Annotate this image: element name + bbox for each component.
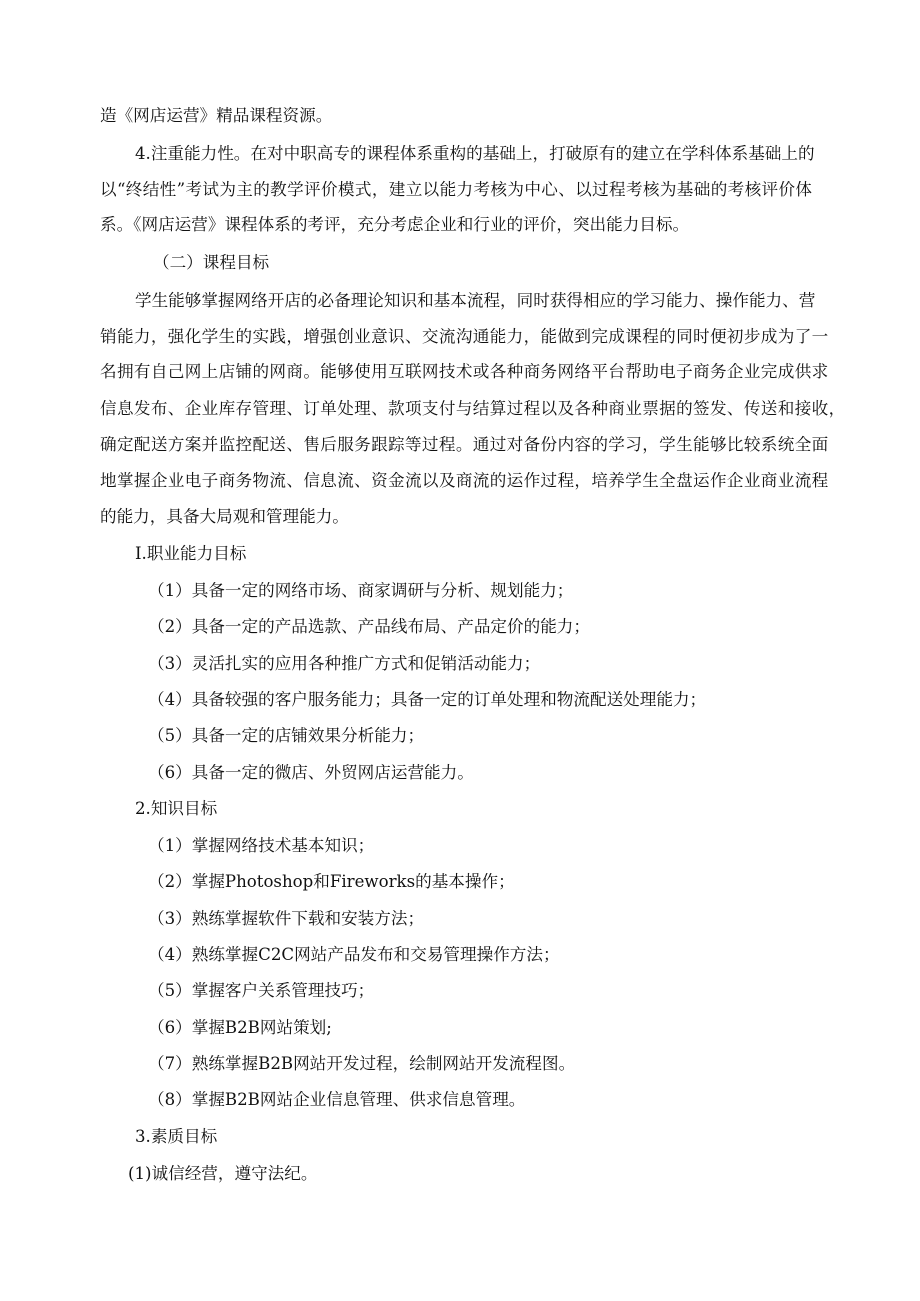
- paragraph-continuation: 造《网店运营》精品课程资源。: [100, 106, 333, 125]
- knowledge-item: （4）熟练掌握C2C网站产品发布和交易管理操作方法；: [148, 945, 560, 964]
- vocational-item: （5）具备一定的店铺效果分析能力；: [148, 726, 425, 745]
- vocational-item: （3）灵活扎实的应用各种推广方式和促销活动能力；: [148, 654, 541, 673]
- goal-paragraph-line: 的能力，具备大局观和管理能力。: [100, 507, 349, 526]
- goal-paragraph-line: 确定配送方案并监控配送、售后服务跟踪等过程。通过对备份内容的学习，学生能够比较系统全面: [100, 435, 829, 454]
- goal-paragraph-line: 信息发布、企业库存管理、订单处理、款项支付与结算过程以及各种商业票据的签发、传送和接收，: [100, 399, 846, 418]
- knowledge-item: （3）熟练掌握软件下载和安装方法；: [148, 909, 425, 928]
- knowledge-item: （8）掌握B2B网站企业信息管理、供求信息管理。: [148, 1090, 526, 1109]
- goal-paragraph-line: 学生能够掌握网络开店的必备理论知识和基本流程，同时获得相应的学习能力、操作能力、营: [135, 291, 816, 310]
- knowledge-heading: 2.知识目标: [135, 799, 218, 818]
- goal-paragraph-line: 销能力，强化学生的实践，增强创业意识、交流沟通能力，能做到完成课程的同时便初步成为了一: [100, 327, 829, 346]
- vocational-heading: I.职业能力目标: [135, 544, 247, 563]
- vocational-item: （2）具备一定的产品选款、产品线布局、产品定价的能力；: [148, 617, 590, 636]
- knowledge-item: （2）掌握Photoshop和Fireworks的基本操作；: [148, 872, 515, 891]
- goal-paragraph-line: 名拥有自己网上店铺的网商。能够使用互联网技术或各种商务网络平台帮助电子商务企业完成供求: [100, 362, 829, 381]
- knowledge-item: （1）掌握网络技术基本知识；: [148, 836, 375, 855]
- knowledge-item: （7）熟练掌握B2B网站开发过程，绘制网站开发流程图。: [148, 1054, 576, 1073]
- knowledge-item: （5）掌握客户关系管理技巧；: [148, 981, 375, 1000]
- section-heading: （二）课程目标: [153, 253, 270, 272]
- point-4-line-1: 4.注重能力性。在对中职高专的课程体系重构的基础上，打破原有的建立在学科体系基础上的: [135, 144, 815, 163]
- goal-paragraph-line: 地掌握企业电子商务物流、信息流、资金流以及商流的运作过程，培养学生全盘运作企业商业流程: [100, 471, 829, 490]
- vocational-item: （1）具备一定的网络市场、商家调研与分析、规划能力；: [148, 581, 574, 600]
- quality-heading: 3.素质目标: [135, 1127, 218, 1146]
- point-4-line-2: 以“终结性”考试为主的教学评价模式，建立以能力考核为中心、以过程考核为基础的考核评价体: [100, 180, 813, 199]
- quality-item: (1)诚信经营，遵守法纪。: [128, 1164, 318, 1183]
- vocational-item: （6）具备一定的微店、外贸网店运营能力。: [148, 763, 474, 782]
- vocational-item: （4）具备较强的客户服务能力；具备一定的订单处理和物流配送处理能力；: [148, 690, 707, 709]
- point-4-line-3: 系。《网店运营》课程体系的考评，充分考虑企业和行业的评价，突出能力目标。: [100, 215, 690, 234]
- knowledge-item: （6）掌握B2B网站策划;: [148, 1018, 332, 1037]
